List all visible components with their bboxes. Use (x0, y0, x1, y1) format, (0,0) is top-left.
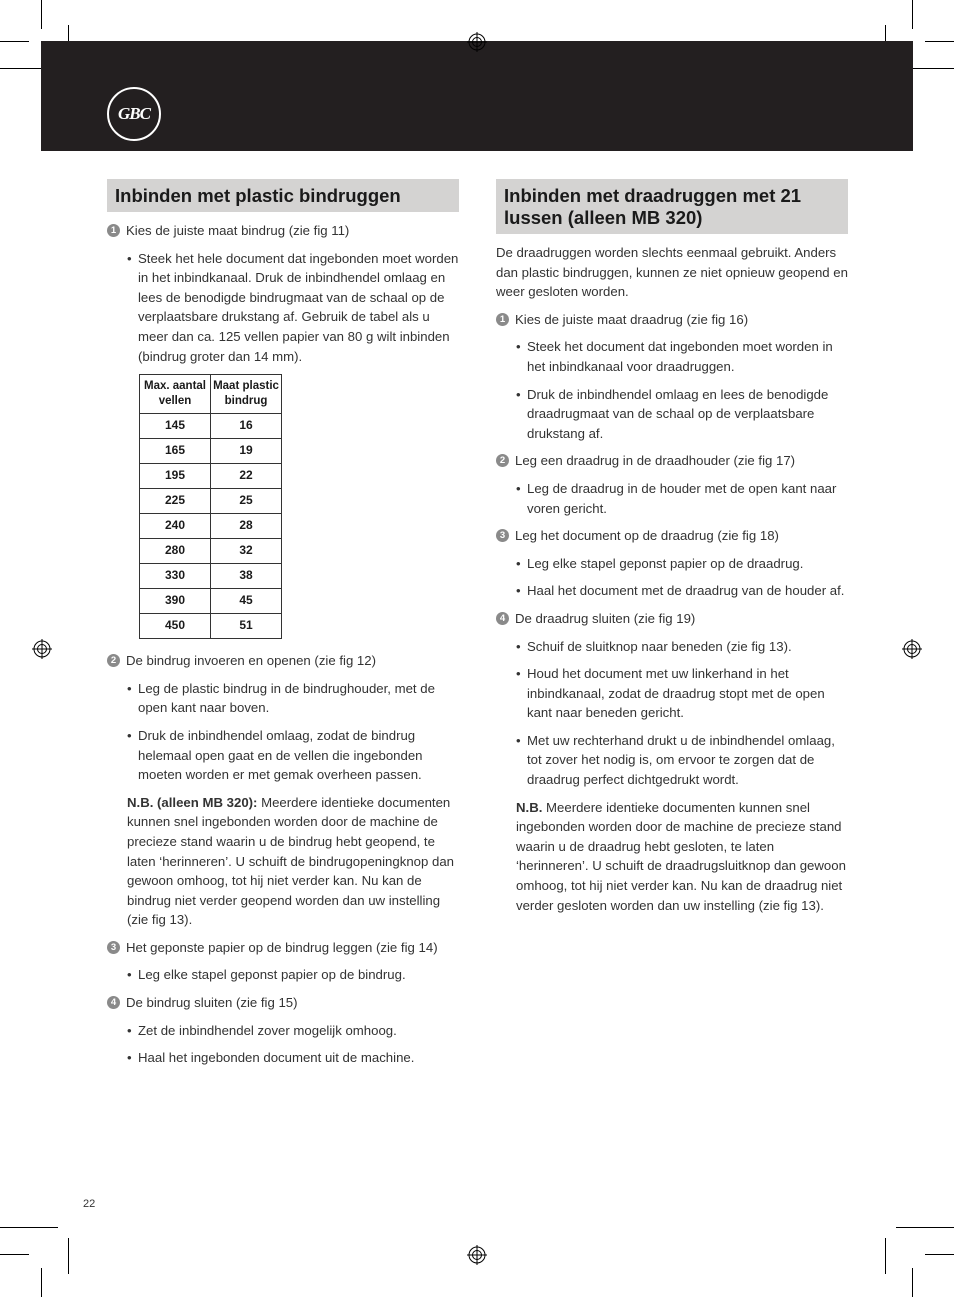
note-label: N.B. (alleen MB 320): (127, 794, 258, 810)
step-number-icon: 3 (107, 941, 120, 954)
bullet-item: • Steek het document dat ingebonden moet worden in het inbindkanaal voor draadruggen. (516, 337, 848, 376)
bullet-item: • Met uw rechterhand drukt u de inbindhendel omlaag, tot zover het nodig is, om ervoor te zorgen dat de draadrug perfect dichtgedrukt wordt. (516, 731, 848, 790)
table-row (140, 539, 282, 564)
right-column (496, 179, 848, 923)
bullet-item: • Leg elke stapel geponst papier op de bindrug. (127, 965, 459, 985)
table-cell: 19 (211, 439, 282, 464)
crop-mark (912, 1268, 913, 1297)
table-row (140, 489, 282, 514)
step-text: De bindrug invoeren en openen (zie fig 12) (126, 653, 376, 669)
crop-mark (896, 1227, 954, 1228)
table-cell: 25 (211, 489, 282, 514)
note-text: Meerdere identieke documenten kunnen snel ingebonden worden door de machine de precieze stand waarin u de bindrug hebt geopend, te laten ‘herinneren’. U schuift de bindrugopeningknop dan gewoon omhoog, tot hij niet verder kan. Nu kan de bindrug niet verder geopend worden dan uw instelling (zie fig 13). (127, 794, 454, 928)
size-table (139, 374, 282, 639)
step (107, 938, 459, 958)
bullet-item: • Haal het document met de draadrug van de houder af. (516, 581, 848, 601)
table-cell: 16 (211, 414, 282, 439)
bullet-item: • Druk de inbindhendel omlaag, zodat de bindrug helemaal open gaat en de vellen die ingebonden moeten worden er met gemak overheen passen. (127, 726, 459, 785)
step (496, 451, 848, 471)
page-number: 22 (83, 1198, 96, 1210)
step (496, 526, 848, 546)
bullet-item: • Leg de draadrug in de houder met de open kant naar voren gericht. (516, 479, 848, 518)
note (516, 798, 848, 916)
crop-mark (925, 41, 954, 42)
step (107, 651, 459, 671)
crop-mark (41, 1268, 42, 1297)
step-number-icon: 3 (496, 529, 509, 542)
step-text: Kies de juiste maat draadrug (zie fig 16) (515, 311, 749, 327)
step-text: Het geponste papier op de bindrug leggen (zie fig 14) (126, 939, 438, 955)
table-row (140, 564, 282, 589)
bullet-item: • Zet de inbindhendel zover mogelijk omhoog. (127, 1021, 459, 1041)
table-cell: 225 (140, 489, 211, 514)
step-text: Leg het document op de draadrug (zie fig 18) (515, 528, 779, 544)
bullet-item: • Haal het ingebonden document uit de machine. (127, 1048, 459, 1068)
table-header: Max. aantal vellen (140, 375, 211, 414)
step (496, 310, 848, 330)
table-row (140, 439, 282, 464)
table-cell: 195 (140, 464, 211, 489)
registration-mark-icon (467, 32, 487, 52)
table-cell: 330 (140, 564, 211, 589)
crop-mark (0, 41, 29, 42)
registration-mark-icon (902, 639, 922, 659)
section-title: Inbinden met plastic bindruggen (107, 179, 459, 212)
registration-mark-icon (32, 639, 52, 659)
gbc-logo: GBC (107, 87, 161, 141)
bullet-item: • Steek het hele document dat ingebonden moet worden in het inbindkanaal. Druk de inbindhendel omlaag en lees de benodigde bindrugmaat van de schaal op de verplaatsbare drukstang af. Gebruik de tabel als u meer dan ca. 125 vellen papier van 80 g wilt inbinden (bindrug groter dan 14 mm). (127, 249, 459, 367)
step-number-icon: 1 (107, 224, 120, 237)
bullet-item: • Houd het document met uw linkerhand in het inbindkanaal, zodat de draadrug stopt met de open kant naar beneden gericht. (516, 664, 848, 723)
note-text: Meerdere identieke documenten kunnen snel ingebonden worden door de machine de precieze stand waarin u de draadrug hebt gesloten, te laten ‘herinneren’. U schuift de draadrugsluitknop dan gewoon omhoog, tot hij niet verder kan. Nu kan de draadrug niet verder gesloten worden dan uw instelling (zie fig 13). (516, 799, 846, 913)
bullet-item: • Druk de inbindhendel omlaag en lees de benodigde draadrugmaat van de schaal op de verplaatsbare drukstang af. (516, 385, 848, 444)
bullet-item: • Schuif de sluitknop naar beneden (zie fig 13). (516, 637, 848, 657)
table-header: Maat plastic bindrug (211, 375, 282, 414)
bullet-item: • Leg elke stapel geponst papier op de draadrug. (516, 554, 848, 574)
step-number-icon: 4 (496, 612, 509, 625)
table-cell: 32 (211, 539, 282, 564)
step-number-icon: 2 (496, 454, 509, 467)
section-title: Inbinden met draadruggen met 21 lussen (alleen MB 320) (496, 179, 848, 234)
table-cell: 51 (211, 614, 282, 639)
table-row (140, 514, 282, 539)
left-column (107, 179, 459, 1076)
crop-mark (0, 1254, 29, 1255)
crop-mark (925, 1254, 954, 1255)
crop-mark (912, 0, 913, 29)
crop-mark (41, 0, 42, 29)
step-text: Kies de juiste maat bindrug (zie fig 11) (126, 223, 350, 238)
step-text: De bindrug sluiten (zie fig 15) (126, 995, 298, 1011)
table-cell: 45 (211, 589, 282, 614)
bullet-item: • Leg de plastic bindrug in de bindrughouder, met de open kant naar boven. (127, 679, 459, 718)
table-row (140, 614, 282, 639)
step-number-icon: 2 (107, 654, 120, 667)
step (107, 221, 459, 241)
step-number-icon: 4 (107, 996, 120, 1009)
table-cell: 38 (211, 564, 282, 589)
registration-mark-icon (467, 1245, 487, 1265)
note (127, 793, 459, 930)
table-row (140, 414, 282, 439)
intro-paragraph: De draadruggen worden slechts eenmaal gebruikt. Anders dan plastic bindruggen, kunnen ze niet opnieuw geopend en weer gesloten worden. (496, 245, 848, 300)
table-cell: 390 (140, 589, 211, 614)
table-row (140, 589, 282, 614)
crop-mark (885, 1238, 886, 1274)
table-row (140, 464, 282, 489)
step-text: De draadrug sluiten (zie fig 19) (515, 610, 696, 626)
table-cell: 22 (211, 464, 282, 489)
table-cell: 28 (211, 514, 282, 539)
table-header-row (140, 375, 282, 414)
header-bar (41, 41, 913, 151)
note-label: N.B. (516, 799, 543, 815)
table-cell: 240 (140, 514, 211, 539)
step (107, 993, 459, 1013)
table-cell: 280 (140, 539, 211, 564)
crop-mark (0, 1227, 58, 1228)
step-number-icon: 1 (496, 313, 509, 326)
table-cell: 145 (140, 414, 211, 439)
table-cell: 165 (140, 439, 211, 464)
step (496, 609, 848, 629)
table-cell: 450 (140, 614, 211, 639)
crop-mark (68, 1238, 69, 1274)
step-text: Leg een draadrug in de draadhouder (zie fig 17) (515, 453, 796, 469)
